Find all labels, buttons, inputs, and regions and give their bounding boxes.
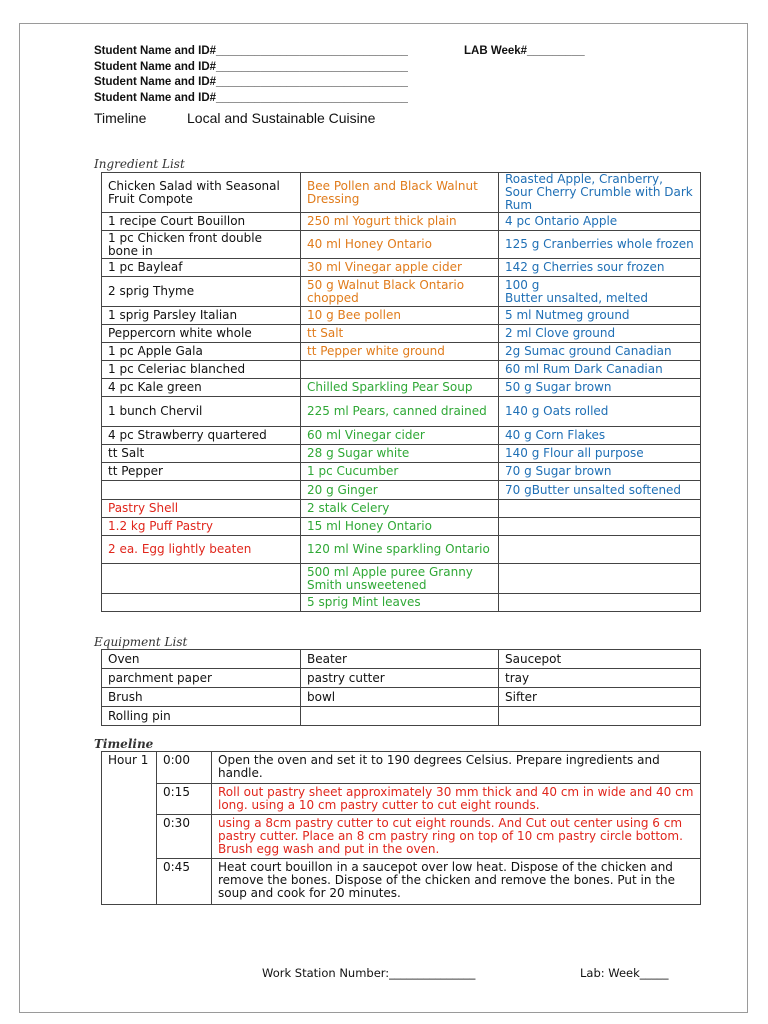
ingredient-cell: 4 pc Kale green bbox=[102, 379, 301, 397]
equipment-row bbox=[102, 669, 701, 688]
ingredient-cell: 1 bunch Chervil bbox=[102, 397, 301, 427]
ingredient-cell: 50 g Walnut Black Ontario chopped bbox=[301, 277, 499, 307]
timeline-label: Timeline bbox=[94, 737, 154, 751]
ingredient-cell: 60 ml Rum Dark Canadian bbox=[499, 361, 701, 379]
ingredient-cell bbox=[499, 518, 701, 536]
equipment-cell bbox=[301, 707, 499, 726]
ingredient-cell: Roasted Apple, Cranberry, Sour Cherry Crumble with Dark Rum bbox=[499, 173, 701, 213]
ingredient-cell: tt Pepper bbox=[102, 463, 301, 481]
timeline-heading: Timeline bbox=[94, 110, 147, 126]
ingredient-list-label: Ingredient List bbox=[94, 157, 185, 171]
ingredient-cell bbox=[102, 564, 301, 594]
equipment-cell: tray bbox=[499, 669, 701, 688]
ingredient-row bbox=[102, 518, 701, 536]
ingredient-cell bbox=[499, 594, 701, 612]
ingredient-cell: 1 recipe Court Bouillon bbox=[102, 213, 301, 231]
ingredient-row bbox=[102, 594, 701, 612]
equipment-cell: bowl bbox=[301, 688, 499, 707]
equipment-row bbox=[102, 650, 701, 669]
ingredient-cell: 40 ml Honey Ontario bbox=[301, 231, 499, 259]
ingredient-row bbox=[102, 564, 701, 594]
ingredient-cell: Bee Pollen and Black Walnut Dressing bbox=[301, 173, 499, 213]
timeline-time-cell: 0:00 bbox=[157, 752, 212, 784]
ingredient-row bbox=[102, 173, 701, 213]
ingredient-row bbox=[102, 379, 701, 397]
ingredient-row bbox=[102, 259, 701, 277]
ingredient-cell: 5 sprig Mint leaves bbox=[301, 594, 499, 612]
ingredient-row bbox=[102, 463, 701, 481]
ingredient-cell bbox=[102, 594, 301, 612]
student-name-line-4: Student Name and ID#______________________________ bbox=[94, 92, 408, 104]
lab-week-field: LAB Week#_________ bbox=[464, 45, 585, 57]
ingredient-cell: 20 g Ginger bbox=[301, 481, 499, 500]
timeline-hour-cell: Hour 1 bbox=[102, 752, 157, 905]
ingredient-row bbox=[102, 343, 701, 361]
ingredient-cell bbox=[499, 564, 701, 594]
ingredient-row bbox=[102, 397, 701, 427]
ingredient-cell bbox=[499, 500, 701, 518]
ingredient-cell: 142 g Cherries sour frozen bbox=[499, 259, 701, 277]
footer-lab-week-field: Lab: Week_____ bbox=[580, 966, 669, 980]
ingredient-row bbox=[102, 231, 701, 259]
ingredient-cell: Chilled Sparkling Pear Soup bbox=[301, 379, 499, 397]
equipment-cell: Beater bbox=[301, 650, 499, 669]
equipment-row bbox=[102, 707, 701, 726]
ingredient-cell: 500 ml Apple puree Granny Smith unsweetened bbox=[301, 564, 499, 594]
ingredient-cell: 1 pc Celeriac blanched bbox=[102, 361, 301, 379]
ingredient-cell: 2 sprig Thyme bbox=[102, 277, 301, 307]
ingredient-cell: 1 pc Apple Gala bbox=[102, 343, 301, 361]
timeline-step-text: Roll out pastry sheet approximately 30 mm thick and 40 cm in wide and 40 cm long. using a 10 cm pastry cutter to cut eight rounds. bbox=[212, 784, 701, 815]
equipment-cell: parchment paper bbox=[102, 669, 301, 688]
ingredient-cell: 125 g Cranberries whole frozen bbox=[499, 231, 701, 259]
timeline-step-text: using a 8cm pastry cutter to cut eight rounds. And Cut out center using 6 cm pastry cutter. Place an 8 cm pastry ring on top of 10 cm pastry circle bottom. Brush egg wash and put in the oven. bbox=[212, 815, 701, 859]
ingredient-cell: 15 ml Honey Ontario bbox=[301, 518, 499, 536]
equipment-cell: Oven bbox=[102, 650, 301, 669]
ingredient-cell: 5 ml Nutmeg ground bbox=[499, 307, 701, 325]
ingredient-cell: 4 pc Strawberry quartered bbox=[102, 427, 301, 445]
ingredient-row bbox=[102, 445, 701, 463]
ingredient-cell: tt Salt bbox=[102, 445, 301, 463]
ingredient-cell: 40 g Corn Flakes bbox=[499, 427, 701, 445]
student-name-line-3: Student Name and ID#______________________________ bbox=[94, 76, 408, 88]
equipment-cell: Sifter bbox=[499, 688, 701, 707]
ingredient-cell: 225 ml Pears, canned drained bbox=[301, 397, 499, 427]
ingredient-cell: Chicken Salad with Seasonal Fruit Compote bbox=[102, 173, 301, 213]
work-station-field: Work Station Number:_______________ bbox=[262, 966, 476, 980]
ingredient-cell: Pastry Shell bbox=[102, 500, 301, 518]
ingredient-cell bbox=[499, 536, 701, 564]
equipment-list-label: Equipment List bbox=[94, 635, 188, 649]
equipment-row bbox=[102, 688, 701, 707]
equipment-cell bbox=[499, 707, 701, 726]
equipment-table bbox=[101, 649, 701, 726]
ingredient-cell: 60 ml Vinegar cider bbox=[301, 427, 499, 445]
ingredient-cell: 250 ml Yogurt thick plain bbox=[301, 213, 499, 231]
ingredient-row bbox=[102, 277, 701, 307]
ingredient-cell: 100 g Butter unsalted, melted bbox=[499, 277, 701, 307]
ingredient-cell: 1 pc Bayleaf bbox=[102, 259, 301, 277]
ingredient-cell: 2g Sumac ground Canadian bbox=[499, 343, 701, 361]
timeline-time-cell: 0:30 bbox=[157, 815, 212, 859]
ingredient-row bbox=[102, 427, 701, 445]
ingredient-cell: 2 ea. Egg lightly beaten bbox=[102, 536, 301, 564]
course-title: Local and Sustainable Cuisine bbox=[187, 110, 376, 126]
timeline-row bbox=[102, 752, 701, 784]
ingredient-row bbox=[102, 536, 701, 564]
ingredient-cell: Peppercorn white whole bbox=[102, 325, 301, 343]
timeline-table bbox=[101, 751, 701, 905]
ingredient-cell: 2 stalk Celery bbox=[301, 500, 499, 518]
timeline-row bbox=[102, 859, 701, 905]
ingredient-cell: 1.2 kg Puff Pastry bbox=[102, 518, 301, 536]
ingredient-cell: 140 g Oats rolled bbox=[499, 397, 701, 427]
ingredient-row bbox=[102, 500, 701, 518]
ingredient-row bbox=[102, 325, 701, 343]
ingredient-cell: 4 pc Ontario Apple bbox=[499, 213, 701, 231]
ingredient-row bbox=[102, 213, 701, 231]
ingredient-cell: 2 ml Clove ground bbox=[499, 325, 701, 343]
equipment-cell: Rolling pin bbox=[102, 707, 301, 726]
ingredient-cell: 70 g Sugar brown bbox=[499, 463, 701, 481]
ingredient-cell bbox=[102, 481, 301, 500]
ingredient-cell: 1 sprig Parsley Italian bbox=[102, 307, 301, 325]
student-name-line-1: Student Name and ID#______________________________ bbox=[94, 45, 408, 57]
ingredient-cell: 28 g Sugar white bbox=[301, 445, 499, 463]
ingredient-row bbox=[102, 361, 701, 379]
ingredient-cell: tt Pepper white ground bbox=[301, 343, 499, 361]
equipment-cell: Saucepot bbox=[499, 650, 701, 669]
timeline-step-text: Open the oven and set it to 190 degrees Celsius. Prepare ingredients and handle. bbox=[212, 752, 701, 784]
ingredient-cell: 10 g Bee pollen bbox=[301, 307, 499, 325]
equipment-cell: Brush bbox=[102, 688, 301, 707]
ingredient-cell: 70 gButter unsalted softened bbox=[499, 481, 701, 500]
ingredient-cell: 1 pc Cucumber bbox=[301, 463, 499, 481]
ingredient-row bbox=[102, 307, 701, 325]
timeline-row bbox=[102, 784, 701, 815]
ingredient-row bbox=[102, 481, 701, 500]
ingredient-cell: 120 ml Wine sparkling Ontario bbox=[301, 536, 499, 564]
ingredient-table bbox=[101, 172, 701, 612]
timeline-time-cell: 0:15 bbox=[157, 784, 212, 815]
ingredient-cell: 30 ml Vinegar apple cider bbox=[301, 259, 499, 277]
timeline-row bbox=[102, 815, 701, 859]
timeline-time-cell: 0:45 bbox=[157, 859, 212, 905]
equipment-cell: pastry cutter bbox=[301, 669, 499, 688]
timeline-step-text: Heat court bouillon in a saucepot over low heat. Dispose of the chicken and remove the bones. Dispose of the chicken and remove the bones. Put in the soup and cook for 20 minutes. bbox=[212, 859, 701, 905]
ingredient-cell: 50 g Sugar brown bbox=[499, 379, 701, 397]
ingredient-cell: tt Salt bbox=[301, 325, 499, 343]
ingredient-cell: 1 pc Chicken front double bone in bbox=[102, 231, 301, 259]
ingredient-cell: 140 g Flour all purpose bbox=[499, 445, 701, 463]
student-name-line-2: Student Name and ID#______________________________ bbox=[94, 61, 408, 73]
ingredient-cell bbox=[301, 361, 499, 379]
